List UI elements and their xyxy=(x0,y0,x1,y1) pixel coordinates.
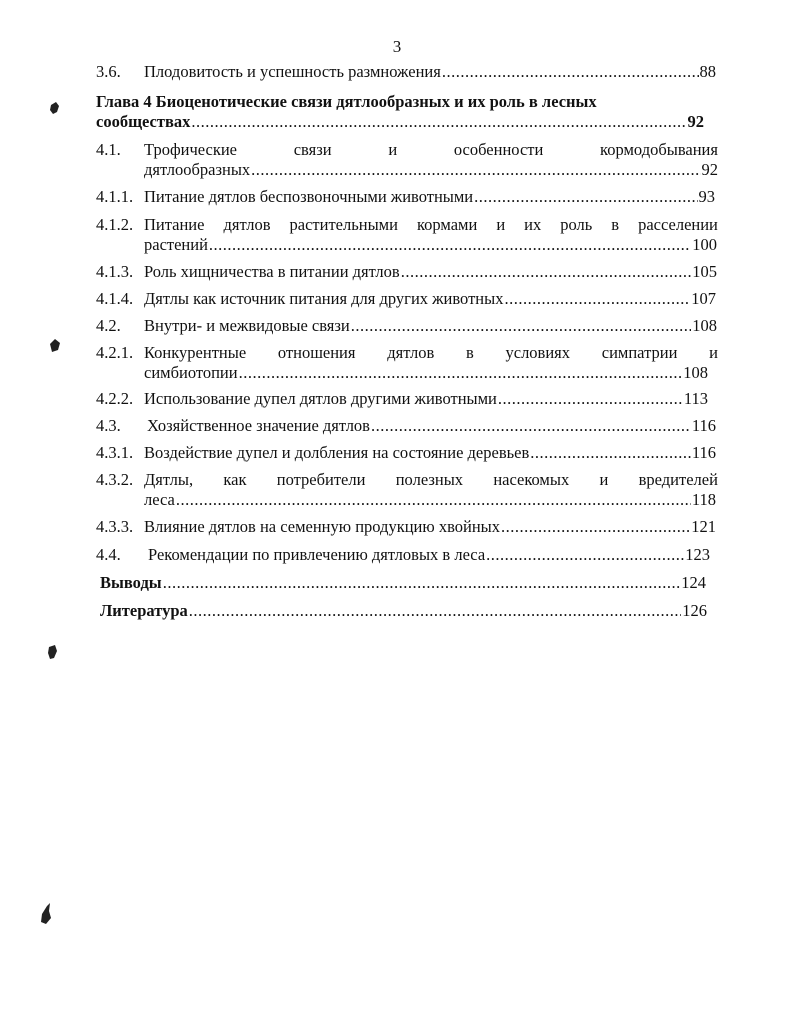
dot-leader xyxy=(530,443,691,463)
toc-number: 4.3.3. xyxy=(96,517,134,536)
toc-entry-4-1-1[interactable] xyxy=(96,187,715,207)
toc-number: 4.2.2. xyxy=(96,389,134,408)
toc-title-line1 xyxy=(144,343,718,363)
dot-leader xyxy=(442,62,699,82)
toc-page: 105 xyxy=(692,262,717,281)
word: Трофические xyxy=(144,140,237,159)
dot-leader xyxy=(498,389,683,409)
word: особенности xyxy=(453,140,544,159)
dot-leader xyxy=(351,316,692,336)
toc-entry-4-2-1[interactable] xyxy=(96,343,718,383)
dot-leader xyxy=(251,160,700,180)
toc-page: 93 xyxy=(698,187,715,206)
toc-page: 126 xyxy=(682,601,707,620)
word: и xyxy=(496,215,506,234)
toc-entry-references[interactable] xyxy=(100,601,707,621)
toc-title: Внутри- и межвидовые связи xyxy=(144,316,350,335)
toc-title: Рекомендации по привлечению дятловых в леса xyxy=(148,545,486,564)
dot-leader xyxy=(504,289,690,309)
toc-title-line2: растений xyxy=(144,235,208,254)
word: их xyxy=(524,215,542,234)
toc-number: 4.1.3. xyxy=(96,262,134,281)
toc-number: 4.1. xyxy=(96,140,121,159)
word: в xyxy=(465,343,474,362)
toc-page: 107 xyxy=(691,289,716,308)
toc-page: 116 xyxy=(691,443,716,462)
toc-entry-4-3-2[interactable] xyxy=(96,470,718,510)
dot-leader xyxy=(189,601,681,621)
chapter-title-line1: Глава 4 Биоценотические связи дятлообразных и их роль в лесных xyxy=(96,92,597,111)
toc-title: Плодовитость и успешность размножения xyxy=(144,62,441,81)
word: полезных xyxy=(395,470,464,489)
toc-entry-4-2[interactable] xyxy=(96,316,717,336)
toc-page: 123 xyxy=(685,545,710,564)
word: расселении xyxy=(638,215,718,234)
toc-title: Воздействие дупел и долбления на состояние деревьев xyxy=(144,443,530,462)
dot-leader xyxy=(371,416,691,436)
word: Дятлы, xyxy=(144,470,194,489)
dot-leader xyxy=(209,235,691,255)
chapter-title-line2: сообществах xyxy=(96,112,191,131)
toc-page: 88 xyxy=(699,62,716,81)
word: Питание xyxy=(144,215,205,234)
dot-leader xyxy=(401,262,692,282)
word: потребители xyxy=(276,470,366,489)
toc-page: 118 xyxy=(691,490,716,509)
dot-leader xyxy=(176,490,691,510)
toc-page: 92 xyxy=(701,160,718,179)
toc-title-line1 xyxy=(144,215,718,235)
toc-chapter-4[interactable] xyxy=(96,92,704,132)
word: условиях xyxy=(505,343,571,362)
toc-page: 113 xyxy=(683,389,708,408)
toc-number: 4.1.2. xyxy=(96,215,134,234)
toc-number: 4.1.1. xyxy=(96,187,134,206)
dot-leader xyxy=(501,517,690,537)
toc-title-line1 xyxy=(144,140,718,160)
toc-entry-4-2-2[interactable] xyxy=(96,389,708,409)
toc-entry-4-1-3[interactable] xyxy=(96,262,717,282)
toc-page: 92 xyxy=(687,112,704,131)
toc-entry-4-4[interactable] xyxy=(96,545,710,565)
toc-entry-conclusions[interactable] xyxy=(100,573,706,593)
toc-title: Дятлы как источник питания для других животных xyxy=(144,289,504,308)
dot-leader xyxy=(191,112,686,132)
word: насекомых xyxy=(493,470,570,489)
word: и xyxy=(388,140,398,159)
scan-speck xyxy=(48,100,62,116)
word: и xyxy=(599,470,609,489)
toc-entry-4-1[interactable] xyxy=(96,140,718,180)
word: вредителей xyxy=(638,470,718,489)
toc-number: 4.3. xyxy=(96,416,121,435)
toc-page: 108 xyxy=(692,316,717,335)
word: Конкурентные xyxy=(144,343,247,362)
toc-entry-4-3-3[interactable] xyxy=(96,517,716,537)
word: связи xyxy=(293,140,332,159)
toc-entry-4-3-1[interactable] xyxy=(96,443,716,463)
word: в xyxy=(611,215,620,234)
toc-number: 4.1.4. xyxy=(96,289,134,308)
toc-title-line1 xyxy=(144,470,718,490)
toc-title: Роль хищничества в питании дятлов xyxy=(144,262,400,281)
toc-page: 116 xyxy=(691,416,716,435)
toc-entry-4-1-2[interactable] xyxy=(96,215,718,255)
toc-title: Питание дятлов беспозвоночными животными xyxy=(144,187,474,206)
dot-leader xyxy=(474,187,697,207)
toc-title: Использование дупел дятлов другими животными xyxy=(144,389,497,408)
scan-speck xyxy=(38,902,54,926)
toc-page: 100 xyxy=(692,235,717,254)
toc-number: 4.2. xyxy=(96,316,121,335)
toc-entry-4-3[interactable] xyxy=(96,416,716,436)
word: симпатрии xyxy=(601,343,678,362)
scan-speck xyxy=(48,338,62,354)
scan-speck xyxy=(46,643,60,661)
page-number: 3 xyxy=(392,37,402,56)
word: дятлов xyxy=(387,343,435,362)
toc-number: 4.4. xyxy=(96,545,121,564)
toc-title: Влияние дятлов на семенную продукцию хвойных xyxy=(144,517,501,536)
toc-title: Выводы xyxy=(100,573,162,592)
toc-number: 4.2.1. xyxy=(96,343,134,362)
toc-title-line2: леса xyxy=(144,490,175,509)
word: кормами xyxy=(416,215,478,234)
word: дятлов xyxy=(223,215,271,234)
word: растительными xyxy=(289,215,398,234)
toc-number: 4.3.1. xyxy=(96,443,134,462)
toc-entry-4-1-4[interactable] xyxy=(96,289,716,309)
toc-title-line2: дятлообразных xyxy=(144,160,251,179)
toc-title: Литература xyxy=(100,601,188,620)
dot-leader xyxy=(486,545,684,565)
word: отношения xyxy=(277,343,356,362)
word: и xyxy=(709,343,718,362)
toc-page: 121 xyxy=(691,517,716,536)
toc-title: Хозяйственное значение дятлов xyxy=(147,416,370,435)
toc-number: 4.3.2. xyxy=(96,470,134,489)
toc-page: 124 xyxy=(681,573,706,592)
dot-leader xyxy=(239,363,683,383)
word: как xyxy=(223,470,247,489)
toc-title-line2: симбиотопии xyxy=(144,363,238,382)
toc-number: 3.6. xyxy=(96,62,121,81)
toc-page: 108 xyxy=(683,363,708,382)
toc-entry-3-6[interactable] xyxy=(96,62,716,82)
word: кормодобывания xyxy=(600,140,718,159)
dot-leader xyxy=(163,573,681,593)
word: роль xyxy=(560,215,593,234)
